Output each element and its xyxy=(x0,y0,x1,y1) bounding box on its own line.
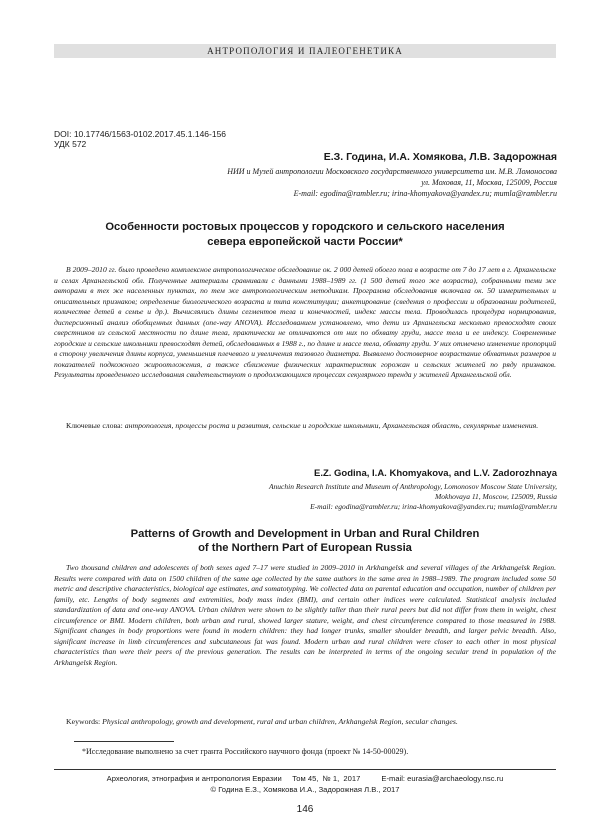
footnote: *Исследование выполнено за счет гранта Российского научного фонда (проект № 14-50-00029). xyxy=(82,747,409,756)
copyright-footer: © Година Е.З., Хомякова И.А., Задорожная Л.В., 2017 xyxy=(210,785,400,794)
title-en-line: Patterns of Growth and Development in Urban and Rural Children xyxy=(130,528,480,540)
page-number: 146 xyxy=(296,804,314,815)
keywords-ru-label: Ключевые слова: xyxy=(66,421,123,430)
udk: УДК 572 xyxy=(54,139,87,149)
journal-footer: Археология, этнография и антропология Евразии Том 45, № 1, 2017 E-mail: eurasia@archaeology.nsc.ru xyxy=(106,774,504,783)
abstract-en: Two thousand children and adolescents of both sexes aged 7–17 were studied in 2009–2010 in Arkhangelsk and several villages of the Arkhangelsk Region. Results were compared with data on 1500 children of the same age collected by the same authors in the same area in 1988–1989. The program included some 50 metric and descriptive characteristics, biological age estimates, and somatotyping. We collected data on parental education and occupation, number of children per family, etc. Lengths of body segments and extremities, body mass index (BMI), and certain other indices were calculated. Statistical analysis included standardization of data and one-way ANOVA. Urban children were shown to be slightly taller than their rural peers but did not differ from them in weight, chest circumference or BMI. Modern children, both urban and rural, showed larger stature, weight, and chest circumference compared to those measured in 1988. Significant changes in body proportions were found in modern children: they had longer trunks, smaller shoulder breadth, and larger pelvic breadth. Also, significant increase in limb circumferences and subcutaneous fat was found. Modern urban and rural children were closer to each other in most physical characteristics than were their peers of the previous generation. The results can be interpreted in terms of the ongoing secular trend in population of the Arkhangelsk Region. xyxy=(54,563,556,667)
doi: DOI: 10.17746/1563-0102.2017.45.1.146-156 xyxy=(54,129,227,139)
footnote-divider xyxy=(74,741,174,742)
keywords-ru xyxy=(54,421,556,432)
abstract-ru: В 2009–2010 гг. было проведено комплексное антропологическое обследование ок. 2 000 детей обоего пола в возрасте от 7 до 17 лет в г. Архангельске и селах Архангельской обл. Полученные материалы сравнивали с данными 1988–1989 гг. (1 500 детей того же возраста), собранными теми же авторами в тех же населенных пунктах, по тем же антропологическим методикам. Программа обследования включала ок. 50 измерительных и описательных признаков; определение биологического возраста и типа конституции; анкетирование (сведения о профессии и образовании родителей, количестве детей в семье и др.). Вычислялись длины сегментов тела и конечностей, индекс массы тела. Проводилась процедура нормирования, дисперсионный анализ обобщенных данных (one-way ANOVA). Исследованием установлено, что дети из Архангельска несколько превосходят своих сверстников из сельской местности по длине тела, практически не отличаются от них по обхвату груди, массе тела и ее индексу. Современные городские и сельские школьники превосходят детей, обследованных в 1988 г., по длине и массе тела, обхвату груди. У них отмечено изменение пропорций в сторону увеличения длины корпуса, уменьшения плечевого и увеличения тазового диаметра. Выявлено достоверное возрастание обхватных размеров и показателей подкожного жироотложения, а также сближение физических характеристик горожан и сельских жителей по ряду признаков. Результаты проведенного исследования свидетельствуют о продолжающихся процессах секулярного тренда у жителей Архангельской обл. xyxy=(54,265,556,380)
keywords-en-label: Keywords: xyxy=(66,717,101,726)
authors-en: E.Z. Godina, I.A. Khomyakova, and L.V. Zadorozhnaya xyxy=(313,468,557,479)
affiliation-en-line: Mokhovaya 11, Moscow, 125009, Russia xyxy=(435,492,557,501)
affiliation-ru-line: ул. Моховая, 11, Москва, 125009, Россия xyxy=(421,178,557,187)
section-header: АНТРОПОЛОГИЯ И ПАЛЕОГЕНЕТИКА xyxy=(207,46,403,56)
affiliation-en-line: Anuchin Research Institute and Museum of Anthropology, Lomonosov Moscow State University, xyxy=(268,482,557,491)
keywords-ru-text: антропология, процессы роста и развития, сельские и городские школьники, Архангельская область, секулярные изменения. xyxy=(122,421,539,430)
keywords-en xyxy=(54,717,556,728)
footer-divider xyxy=(54,769,556,770)
affiliation-ru-email: E-mail: egodina@rambler.ru; irina-khomyakova@yandex.ru; mumla@rambler.ru xyxy=(293,189,557,198)
authors-ru: Е.З. Година, И.А. Хомякова, Л.В. Задорожная xyxy=(323,151,557,163)
keywords-en-text: Physical anthropology, growth and development, rural and urban children, Arkhangelsk Region, secular changes. xyxy=(100,717,458,726)
affiliation-ru-line: НИИ и Музей антропологии Московского государственного университета им. М.В. Ломоносова xyxy=(227,167,557,176)
title-en-line: of the Northern Part of European Russia xyxy=(198,542,412,554)
affiliation-en-email: E-mail: egodina@rambler.ru; irina-khomyakova@yandex.ru; mumla@rambler.ru xyxy=(310,502,557,511)
title-ru-line: Особенности ростовых процессов у городского и сельского населения xyxy=(105,221,505,233)
title-ru-line: севера европейской части России* xyxy=(207,236,403,248)
